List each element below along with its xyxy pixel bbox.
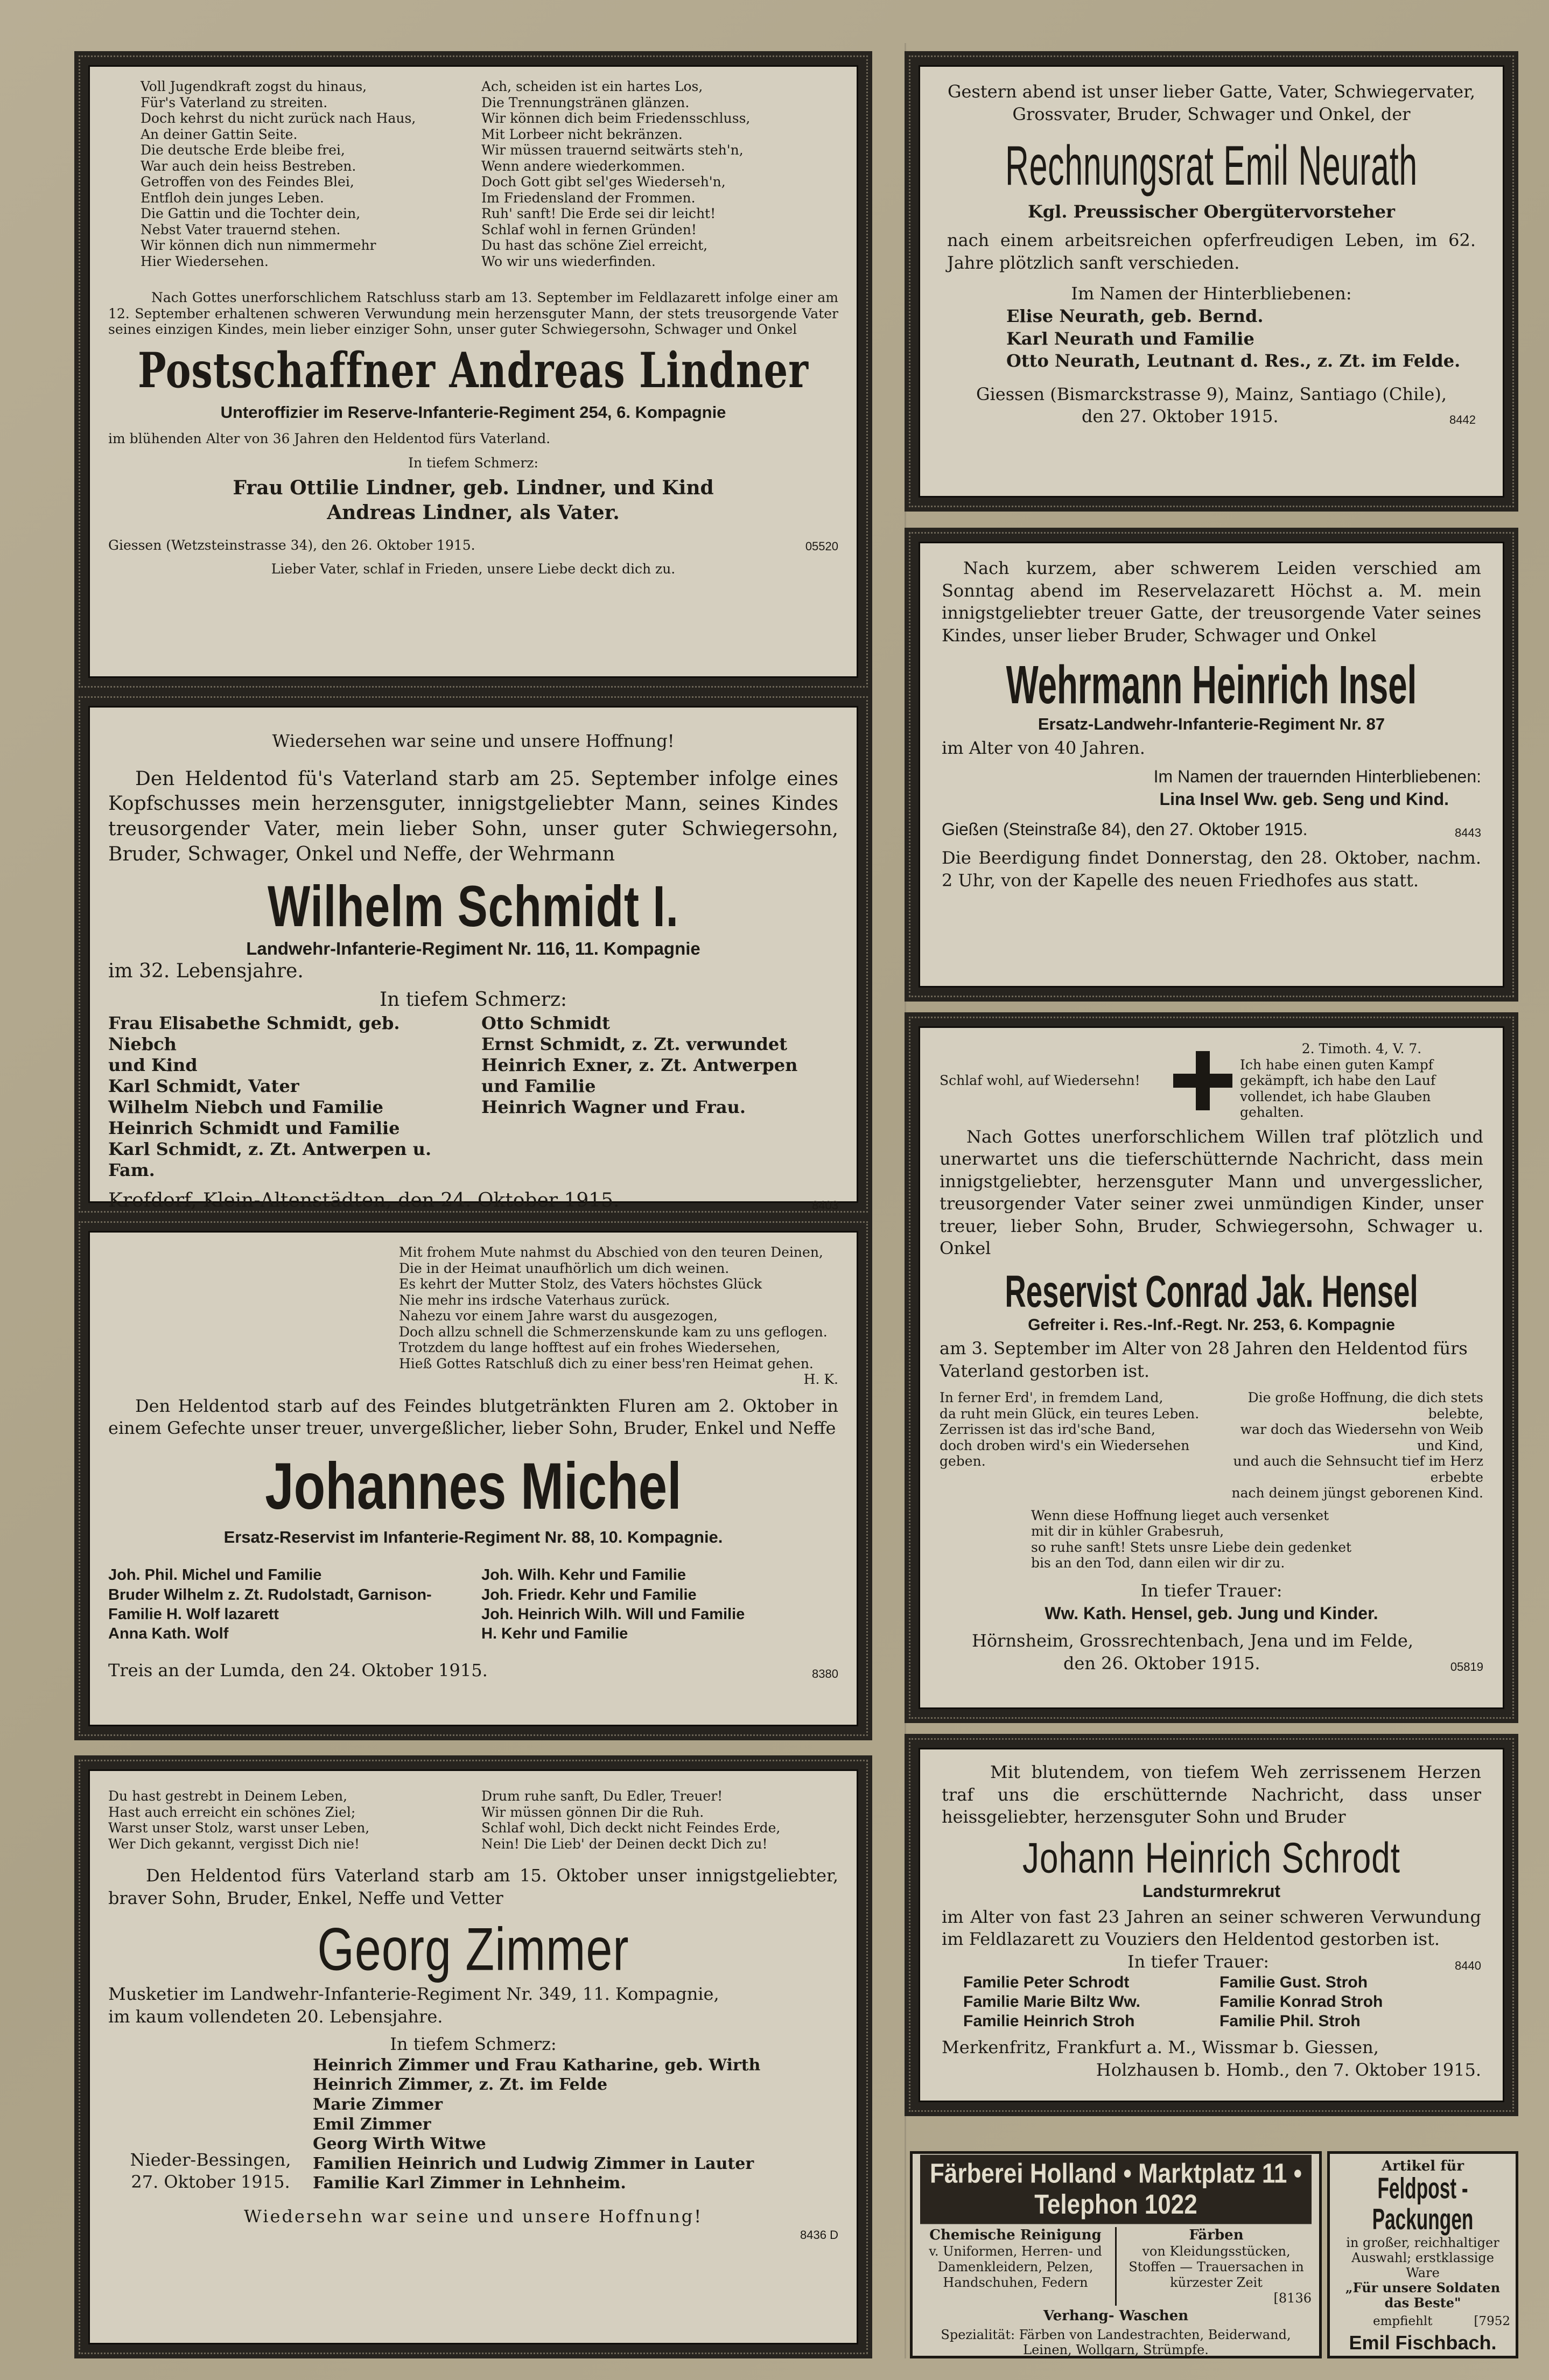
- poem-line: Die deutsche Erde bleibe frei,: [141, 142, 345, 158]
- poem-center: [940, 1508, 1483, 1571]
- date-line: den 27. Oktober 1915.: [1082, 406, 1279, 427]
- place-date: Giessen (Wetzsteinstrasse 34), den 26. Oktober 1915.: [108, 537, 475, 554]
- obituary-lindner: [74, 51, 872, 692]
- mourner-line: Otto Neurath, Leutnant d. Res., z. Zt. im Felde.: [1006, 351, 1461, 372]
- mourner-line: Familie Karl Zimmer in Lehnheim.: [313, 2174, 626, 2193]
- deceased-name: Georg Zimmer: [317, 1915, 629, 1983]
- poem-line: Wir müssen gönnen Dir die Ruh.: [481, 1804, 704, 1820]
- poem-line: Wo wir uns wiederfinden.: [481, 253, 656, 269]
- intro-text: Nach Gottes unerforschlichem Ratschluss starb am 13. September im Feldlazarett infolge einer am 12. September erhaltenen schweren Verwundung mein herzensguter Mann, der stets treusorgende Vater seines einzigen Kindes, mein lieber einziger Sohn, unser guter Schwiegersohn, Schwager und Onkel: [108, 290, 838, 337]
- poem-line: Trotzdem du lange hofftest auf ein frohes Wiedersehen,: [399, 1340, 781, 1355]
- poem-line: Hast auch erreicht ein schönes Ziel;: [108, 1804, 356, 1820]
- advert-slogan: „Für unsere Soldaten das Beste": [1345, 2280, 1501, 2311]
- poem-line: Nahezu vor einem Jahre warst du ausgezogen,: [399, 1308, 718, 1324]
- grief-label: In tiefem Schmerz:: [408, 455, 538, 471]
- intro-text: Gestern abend ist unser lieber Gatte, Vater, Schwiegervater, Grossvater, Bruder, Schwager und Onkel, der: [947, 81, 1476, 124]
- age-text: im blühenden Alter von 36 Jahren den Heldentod fürs Vaterland.: [108, 430, 551, 446]
- ad-number: 8403: [812, 1199, 838, 1213]
- obituary-michel: [74, 1217, 872, 1740]
- poem-line: Entfloh dein junges Leben.: [141, 190, 324, 206]
- iron-cross-icon: [1173, 1051, 1232, 1110]
- closing-line: Wiedersehn war seine und unsere Hoffnung!: [243, 2206, 703, 2227]
- poem-line: War auch dein heiss Bestreben.: [141, 158, 356, 174]
- bible-reference: 2. Timoth. 4, V. 7.: [1301, 1041, 1422, 1056]
- poem-line: Die in der Heimat unaufhörlich um dich weinen.: [399, 1260, 730, 1276]
- deceased-name: Johann Heinrich Schrodt: [1022, 1834, 1400, 1882]
- mid-line: Verhang- Waschen: [1043, 2308, 1189, 2325]
- poem-line: Schlaf wohl, Dich deckt nicht Feindes Erde,: [481, 1820, 781, 1836]
- speciality-text: Spezialität: Färben von Landestrachten, Beiderwand, Leinen, Wollgarn, Strümpfe.: [941, 2327, 1291, 2358]
- mourner-line: Marie Zimmer: [313, 2095, 443, 2114]
- deceased-name: Rechnungsrat Emil Neurath: [1005, 134, 1418, 197]
- body-text: im Alter von fast 23 Jahren an seiner schweren Verwundung im Feldlazarett zu Vouziers den Heldentod gestorben ist.: [942, 1906, 1481, 1950]
- place-date: Gießen (Steinstraße 84), den 27. Oktober 1915.: [942, 819, 1308, 839]
- date-line: 27. Oktober 1915.: [131, 2172, 290, 2193]
- poem-line: Zerrissen ist das ird'sche Band,: [940, 1422, 1155, 1438]
- poem-line: bis an den Tod, dann eilen wir dir zu.: [1031, 1555, 1285, 1571]
- unit-text: Musketier im Landwehr-Infanterie-Regiment Nr. 349, 11. Kompagnie,: [108, 1983, 719, 2004]
- poem-line: Mit frohem Mute nahmst du Abschied von den teuren Deinen,: [399, 1244, 823, 1260]
- mourner-line: Emil Zimmer: [313, 2115, 431, 2134]
- poem-line: Du hast das schöne Ziel erreicht,: [481, 237, 708, 253]
- mourner-line: Bruder Wilhelm z. Zt. Rudolstadt, Garnison-: [108, 1586, 432, 1604]
- unit-text: Gefreiter i. Res.-Inf.-Regt. Nr. 253, 6. Kompagnie: [1028, 1316, 1395, 1334]
- poem-right: [1217, 1390, 1483, 1501]
- poem-line: Warst unser Stolz, warst unser Leben,: [108, 1820, 370, 1836]
- poem-line: nach deinem jüngst geborenen Kind.: [1231, 1485, 1483, 1501]
- date-line: den 26. Oktober 1915.: [1063, 1653, 1260, 1674]
- poem-line: Die Gattin und die Tochter dein,: [141, 206, 361, 221]
- poem-line: Doch allzu schnell die Schmerzenskunde kam zu uns geflogen.: [399, 1324, 828, 1340]
- col1-text: v. Uniformen, Herren- und Damenkleidern, Pelzen, Handschuhen, Federn: [929, 2244, 1102, 2290]
- unit-text: Unteroffizier im Reserve-Infanterie-Regiment 254, 6. Kompagnie: [220, 402, 726, 422]
- poem-left: [940, 1390, 1206, 1501]
- deceased-name: Johannes Michel: [265, 1449, 682, 1523]
- poem-line: Wenn diese Hoffnung lieget auch versenket: [1031, 1507, 1329, 1523]
- ad-number: 8440: [1455, 1959, 1481, 1973]
- place-line: Giessen (Bismarckstrasse 9), Mainz, Santiago (Chile),: [976, 383, 1447, 404]
- mourner-line: Joh. Heinrich Wilh. Will und Familie: [481, 1605, 745, 1623]
- mourner-line: Frau Elisabethe Schmidt, geb. Niebch: [108, 1012, 400, 1054]
- poem-left: [141, 79, 465, 269]
- advert-number: [7952: [1474, 2314, 1510, 2329]
- date-line: Holzhausen b. Homb., den 7. Oktober 1915.: [1096, 2059, 1481, 2080]
- poem-initials: H. K.: [803, 1371, 838, 1387]
- deceased-name: Postschaffner Andreas Lindner: [137, 341, 809, 399]
- unit-text: Landwehr-Infanterie-Regiment Nr. 116, 11. Kompagnie: [246, 939, 700, 959]
- ad-number: 05819: [1450, 1660, 1483, 1674]
- mourners-right: [481, 1565, 838, 1643]
- grief-label: Im Namen der trauernden Hinterbliebenen:: [1153, 767, 1481, 787]
- mourner-line: Karl Schmidt, z. Zt. Antwerpen u. Fam.: [108, 1138, 432, 1180]
- poem-line: Wir müssen trauernd seitwärts steh'n,: [481, 142, 744, 158]
- poem-line: doch droben wird's ein Wiedersehen geben.: [940, 1437, 1190, 1469]
- poem-line: war doch das Wiedersehn von Weib und Kind,: [1240, 1422, 1483, 1453]
- place-line: Merkenfritz, Frankfurt a. M., Wissmar b. Giessen,: [942, 2037, 1379, 2058]
- poem-line: Du hast gestrebt in Deinem Leben,: [108, 1788, 348, 1804]
- poem-line: Nie mehr ins irdsche Vaterhaus zurück.: [399, 1292, 670, 1308]
- obituary-zimmer: [74, 1755, 872, 2358]
- mourner-line: Familie Marie Biltz Ww.: [963, 1993, 1140, 2011]
- advert-feldpost: [1327, 2151, 1518, 2358]
- col2-title: Färben: [1189, 2227, 1244, 2243]
- mourner-line: Joh. Friedr. Kehr und Familie: [481, 1586, 697, 1604]
- poem-left: [108, 1788, 465, 1852]
- mourner-father: Andreas Lindner, als Vater.: [327, 501, 620, 524]
- poem-line: An deiner Gattin Seite.: [141, 126, 298, 142]
- poem-line: Mit Lorbeer nicht bekränzen.: [481, 126, 683, 142]
- place-date: Treis an der Lumda, den 24. Oktober 1915.: [108, 1660, 488, 1681]
- poem-line: Nein! Die Lieb' der Deinen deckt Dich zu!: [481, 1836, 768, 1852]
- col2-number: [8136: [1273, 2290, 1312, 2306]
- title-text: Kgl. Preussischer Obergütervorsteher: [1027, 201, 1396, 222]
- mourner-line: Heinrich Wagner und Frau.: [481, 1096, 746, 1117]
- poem-line: so ruhe sanft! Stets unsre Liebe dein gedenket: [1031, 1539, 1352, 1555]
- mourner-line: Familie Konrad Stroh: [1219, 1993, 1383, 2011]
- poem-line: Getroffen von des Feindes Blei,: [141, 174, 354, 190]
- advert-faerberei-holland: [910, 2151, 1322, 2358]
- poem-line: Doch kehrst du nicht zurück nach Haus,: [141, 110, 416, 126]
- advert-recommends: empfiehlt: [1373, 2314, 1433, 2329]
- ad-number: 8443: [1455, 825, 1481, 839]
- deceased-name: Wehrmann Heinrich Insel: [1006, 654, 1417, 715]
- poem: [108, 1244, 838, 1371]
- poem-line: Hieß Gottes Ratschluß dich zu einer bess'ren Heimat gehen.: [399, 1355, 814, 1371]
- mourner-line: H. Kehr und Familie: [481, 1625, 628, 1643]
- mourners-left: [108, 1013, 465, 1181]
- place-line: Hörnsheim, Grossrechtenbach, Jena und im Felde,: [972, 1630, 1414, 1651]
- mourner-line: Heinrich Zimmer, z. Zt. im Felde: [313, 2075, 608, 2095]
- intro-text: Nach Gottes unerforschlichem Willen traf plötzlich und unerwartet uns die tieferschütternde Nachricht, dass mein innigstgeliebter, herzensguter Mann und unvergesslicher, treusorgender Vater seiner zwei unmündigen Kinder, unser treuer, lieber Sohn, Bruder, Schwiegersohn, Schwager u. Onkel: [940, 1126, 1483, 1259]
- intro-text: Nach kurzem, aber schwerem Leiden verschied am Sonntag abend im Reservelazarett Höchst a. M. mein innigstgeliebter treuer Gatte, der treusorgende Vater seines Kindes, unser lieber Bruder, Schwager und Onkel: [942, 558, 1481, 646]
- poem-right: [481, 1788, 838, 1852]
- mourners-left: [963, 1973, 1203, 2031]
- poem-line: Die große Hoffnung, die dich stets belebte,: [1247, 1390, 1483, 1422]
- deceased-name: Wilhelm Schmidt I.: [268, 873, 679, 939]
- mourner-line: Familie Peter Schrodt: [963, 1973, 1130, 1992]
- poem-line: und auch die Sehnsucht tief im Herz erbebte: [1233, 1453, 1483, 1485]
- mourner-line: Familien Heinrich und Ludwig Zimmer in Lauter: [313, 2154, 754, 2173]
- intro-text: Den Heldentod starb auf des Feindes blutgetränkten Fluren am 2. Oktober in einem Gefechte unser treuer, unvergeßlicher, lieber Sohn, Bruder, Enkel und Neffe: [108, 1395, 838, 1439]
- ad-number: 8380: [812, 1667, 838, 1681]
- intro-text: Den Heldentod fürs Vaterland starb am 15. Oktober unser innigstgeliebter, braver Sohn, Bruder, Enkel, Neffe und Vetter: [108, 1865, 838, 1908]
- grief-label: Im Namen der Hinterbliebenen:: [1071, 283, 1352, 304]
- mourner-line: Familie Heinrich Stroh: [963, 2012, 1135, 2031]
- grief-label: In tiefer Trauer:: [1140, 1580, 1282, 1601]
- advert-name: Emil Fischbach.: [1349, 2332, 1497, 2354]
- mourner-line: Familie Gust. Stroh: [1219, 1973, 1368, 1992]
- bible-quote: Ich habe einen guten Kampf gekämpft, ich habe den Lauf vollendet, ich habe Glauben gehalten.: [1240, 1056, 1436, 1120]
- intro-text: Den Heldentod fü's Vaterland starb am 25. September infolge eines Kopfschusses mein herzensguter, innigstgeliebter Mann, seines Kindes treusorgender Vater, mein lieber Sohn, unser guter Schwiegersohn, Bruder, Schwager, Onkel und Neffe, der Wehrmann: [108, 767, 838, 865]
- mourner-line: Elise Neurath, geb. Bernd.: [1006, 305, 1264, 326]
- poem-line: Drum ruhe sanft, Du Edler, Treuer!: [481, 1788, 723, 1804]
- ad-number: 8436 D: [800, 2228, 838, 2242]
- mourner-line: Familie Phil. Stroh: [1219, 2012, 1361, 2031]
- poem-line: mit dir in kühler Grabesruh,: [1031, 1523, 1224, 1539]
- mourner-line: Otto Schmidt: [481, 1012, 610, 1033]
- mourners: [947, 305, 1476, 373]
- poem-line: Für's Vaterland zu streiten.: [141, 94, 328, 110]
- ad-number: 05520: [805, 539, 838, 553]
- poem-line: da ruht mein Glück, ein teures Leben.: [940, 1405, 1200, 1422]
- ad-number: 8442: [1449, 413, 1476, 427]
- poem-line: Im Friedensland der Frommen.: [481, 190, 696, 206]
- deceased-name: Reservist Conrad Jak. Hensel: [1005, 1266, 1418, 1317]
- place-line: Nieder-Bessingen,: [130, 2149, 291, 2170]
- burial-text: Die Beerdigung findet Donnerstag, den 28. Oktober, nachm. 2 Uhr, von der Kapelle des neuen Friedhofes aus statt.: [942, 848, 1481, 891]
- poem-line: In ferner Erd', in fremdem Land,: [940, 1390, 1163, 1406]
- motto: Wiedersehen war seine und unsere Hoffnung!: [272, 731, 675, 751]
- poem-line: Wir können dich beim Friedensschluss,: [481, 110, 751, 126]
- poem-line: Wir können dich nun nimmermehr: [141, 237, 376, 253]
- mourner: Lina Insel Ww. geb. Seng und Kind.: [1159, 789, 1449, 809]
- mourner-line: Familie H. Wolf lazarett: [108, 1605, 279, 1623]
- mourners-right: [1219, 1973, 1460, 2031]
- mourner-line: Wilhelm Niebch und Familie: [108, 1096, 383, 1117]
- unit-text: Ersatz-Landwehr-Infanterie-Regiment Nr. 87: [1038, 714, 1385, 733]
- advert-header: Feldpost - Packungen: [1372, 2172, 1474, 2236]
- col2-text: von Kleidungsstücken, Stoffen — Trauersachen in kürzester Zeit: [1129, 2244, 1304, 2290]
- unit-text: Ersatz-Reservist im Infanterie-Regiment Nr. 88, 10. Kompagnie.: [223, 1528, 723, 1547]
- mourner-line: Ernst Schmidt, z. Zt. verwundet: [481, 1033, 788, 1054]
- poem-right: [481, 79, 806, 269]
- mourners: [313, 2056, 760, 2194]
- mourner-line: Heinrich Zimmer und Frau Katharine, geb. Wirth: [313, 2055, 761, 2075]
- advert-text: in großer, reichhaltiger Auswahl; erstklassige Ware: [1346, 2235, 1499, 2280]
- poem-line: Die Trennungstränen glänzen.: [481, 94, 690, 110]
- age-text: im 32. Lebensjahre.: [108, 960, 304, 983]
- obituary-schmidt: [74, 692, 872, 1217]
- mourner-line: Heinrich Schmidt und Familie: [108, 1117, 400, 1138]
- obituary-insel: [905, 528, 1518, 1002]
- age-text: im Alter von 40 Jahren.: [942, 737, 1145, 758]
- grief-label: In tiefer Trauer:: [1127, 1951, 1270, 1972]
- poem-line: Wenn andere wiederkommen.: [481, 158, 685, 174]
- grief-label: In tiefem Schmerz:: [379, 988, 567, 1011]
- col1-title: Chemische Reinigung: [929, 2227, 1102, 2243]
- obituary-hensel: [905, 1012, 1518, 1723]
- mourner-line: Karl Neurath und Familie: [1006, 328, 1254, 349]
- poem-line: Schlaf wohl in fernen Gründen!: [481, 221, 697, 237]
- poem-line: Ruh' sanft! Die Erde sei dir leicht!: [481, 206, 716, 221]
- mourner-line: und Kind: [108, 1054, 198, 1075]
- advert-header: Färberei Holland • Marktplatz 11 • Telephon 1022: [920, 2155, 1312, 2224]
- grief-label: In tiefem Schmerz:: [390, 2034, 557, 2055]
- obituary-schrodt: [905, 1734, 1518, 2116]
- closing-line: Lieber Vater, schlaf in Frieden, unsere Liebe deckt dich zu.: [271, 561, 676, 577]
- mourners-left: [108, 1565, 465, 1643]
- poem-line: Es kehrt der Mutter Stolz, des Vaters höchstes Glück: [399, 1276, 762, 1292]
- unit-text: Landsturmrekrut: [1142, 1881, 1281, 1901]
- poem-line: Hier Wiedersehen.: [141, 253, 269, 269]
- mourner-line: Heinrich Exner, z. Zt. Antwerpen: [481, 1054, 798, 1075]
- intro-text: Mit blutendem, von tiefem Weh zerrissenem Herzen traf uns die erschütternde Nachricht, dass unser heissgeliebter, herzensguter Sohn und Bruder: [942, 1762, 1481, 1828]
- body-text: nach einem arbeitsreichen opferfreudigen Leben, im 62. Jahre plötzlich sanft verschieden.: [947, 230, 1476, 273]
- poem-line: Nebst Vater trauernd stehen.: [141, 221, 341, 237]
- poem-line: Doch Gott gibt sel'ges Wiederseh'n,: [481, 174, 726, 190]
- body-text: am 3. September im Alter von 28 Jahren den Heldentod fürs Vaterland gestorben ist.: [940, 1338, 1468, 1381]
- poem-line: Ach, scheiden ist ein hartes Los,: [481, 79, 703, 94]
- left-motto: Schlaf wohl, auf Wiedersehn!: [940, 1073, 1140, 1088]
- mourners-right: [481, 1013, 838, 1181]
- poem-line: Voll Jugendkraft zogst du hinaus,: [141, 79, 367, 94]
- mourner-line: Joh. Wilh. Kehr und Familie: [481, 1566, 686, 1584]
- mourner-line: Georg Wirth Witwe: [313, 2134, 486, 2154]
- mourner-line: und Familie: [481, 1075, 596, 1096]
- poem-line: Wer Dich gekannt, vergisst Dich nie!: [108, 1836, 360, 1852]
- mourner-line: Joh. Phil. Michel und Familie: [108, 1566, 322, 1584]
- mourner-line: Karl Schmidt, Vater: [108, 1075, 299, 1096]
- place-date: Krofdorf, Klein-Altenstädten, den 24. Oktober 1915.: [108, 1189, 620, 1212]
- mourner-line: Anna Kath. Wolf: [108, 1625, 229, 1643]
- advert-top: Artikel für: [1381, 2158, 1464, 2174]
- obituary-neurath: [905, 51, 1518, 512]
- age-text: im kaum vollendeten 20. Lebensjahre.: [108, 2006, 443, 2027]
- mourner-wife: Frau Ottilie Lindner, geb. Lindner, und Kind: [233, 476, 714, 499]
- mourner: Ww. Kath. Hensel, geb. Jung und Kinder.: [1045, 1603, 1378, 1623]
